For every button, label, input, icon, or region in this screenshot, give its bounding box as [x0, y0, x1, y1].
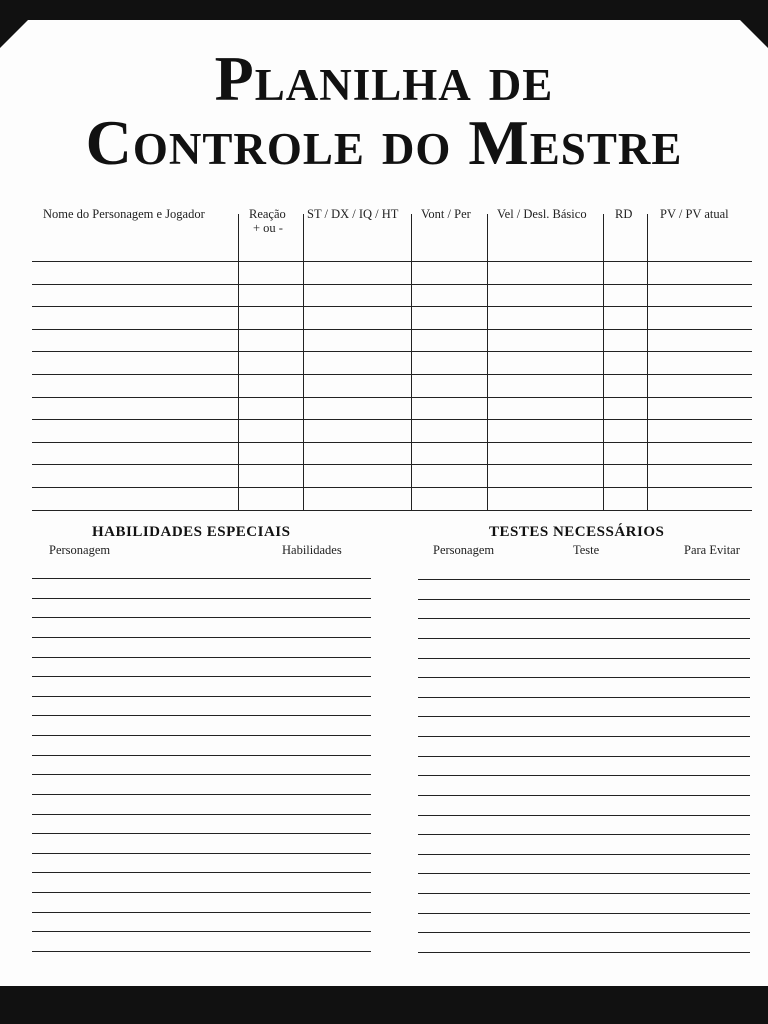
table-column-divider — [647, 214, 648, 510]
ruled-line — [418, 893, 750, 894]
ruled-line — [32, 598, 371, 599]
ruled-line — [418, 873, 750, 874]
ruled-line — [32, 657, 371, 658]
table-row-line — [32, 487, 752, 488]
table-row-line — [32, 261, 752, 262]
required-tests-col-character: Personagem — [433, 543, 495, 557]
ruled-line — [418, 658, 750, 659]
ruled-line — [418, 834, 750, 835]
ruled-line — [32, 872, 371, 873]
ruled-line — [418, 795, 750, 796]
table-row-line — [32, 374, 752, 375]
special-abilities-title: HABILIDADES ESPECIAIS — [92, 524, 291, 540]
header-will-per: Vont / Per — [421, 207, 471, 221]
ruled-line — [418, 756, 750, 757]
ruled-line — [418, 599, 750, 600]
table-row-line — [32, 464, 752, 465]
ruled-line — [418, 913, 750, 914]
header-dr: RD — [615, 207, 633, 221]
ruled-line — [418, 932, 750, 933]
required-tests-col-avoid: Para Evitar — [684, 543, 740, 557]
special-abilities-col-abilities: Habilidades — [282, 543, 342, 557]
ruled-line — [418, 618, 750, 619]
header-name: Nome do Personagem e Jogador — [43, 207, 205, 221]
page-title-line2: Controle do Mestre — [85, 107, 683, 178]
header-speed-move: Vel / Desl. Básico — [497, 207, 587, 221]
ruled-line — [32, 833, 371, 834]
ruled-line — [418, 697, 750, 698]
ruled-line — [32, 715, 371, 716]
ruled-line — [418, 716, 750, 717]
ruled-line — [418, 952, 750, 953]
table-row-line — [32, 397, 752, 398]
header-reaction: Reação — [249, 207, 286, 221]
ruled-line — [32, 735, 371, 736]
header-attributes: ST / DX / IQ / HT — [307, 207, 399, 221]
table-column-divider — [238, 214, 239, 510]
ruled-line — [32, 951, 371, 952]
table-row-line — [32, 419, 752, 420]
table-row-line — [32, 510, 752, 511]
header-hp: PV / PV atual — [660, 207, 729, 221]
ruled-line — [418, 736, 750, 737]
ruled-line — [32, 931, 371, 932]
ruled-line — [32, 676, 371, 677]
ruled-line — [32, 755, 371, 756]
special-abilities-col-character: Personagem — [49, 543, 111, 557]
table-row-line — [32, 329, 752, 330]
scan-border — [0, 986, 768, 1024]
table-row-line — [32, 306, 752, 307]
ruled-line — [32, 617, 371, 618]
ruled-line — [418, 854, 750, 855]
ruled-line — [418, 638, 750, 639]
ruled-line — [32, 892, 371, 893]
ruled-line — [32, 696, 371, 697]
ruled-line — [418, 775, 750, 776]
ruled-line — [32, 912, 371, 913]
table-column-divider — [303, 214, 304, 510]
table-column-divider — [411, 214, 412, 510]
required-tests-title: TESTES NECESSÁRIOS — [489, 524, 665, 540]
required-tests-col-test: Teste — [573, 543, 600, 557]
page-title-line1: Planilha de — [214, 43, 554, 114]
table-column-divider — [487, 214, 488, 510]
ruled-line — [418, 579, 750, 580]
table-row-line — [32, 351, 752, 352]
header-reaction-sub: + ou - — [253, 221, 283, 235]
table-row-line — [32, 442, 752, 443]
ruled-line — [418, 677, 750, 678]
ruled-line — [32, 794, 371, 795]
ruled-line — [32, 774, 371, 775]
ruled-line — [32, 637, 371, 638]
table-row-line — [32, 284, 752, 285]
table-column-divider — [603, 214, 604, 510]
ruled-line — [32, 853, 371, 854]
ruled-line — [32, 578, 371, 579]
ruled-line — [32, 814, 371, 815]
ruled-line — [418, 815, 750, 816]
